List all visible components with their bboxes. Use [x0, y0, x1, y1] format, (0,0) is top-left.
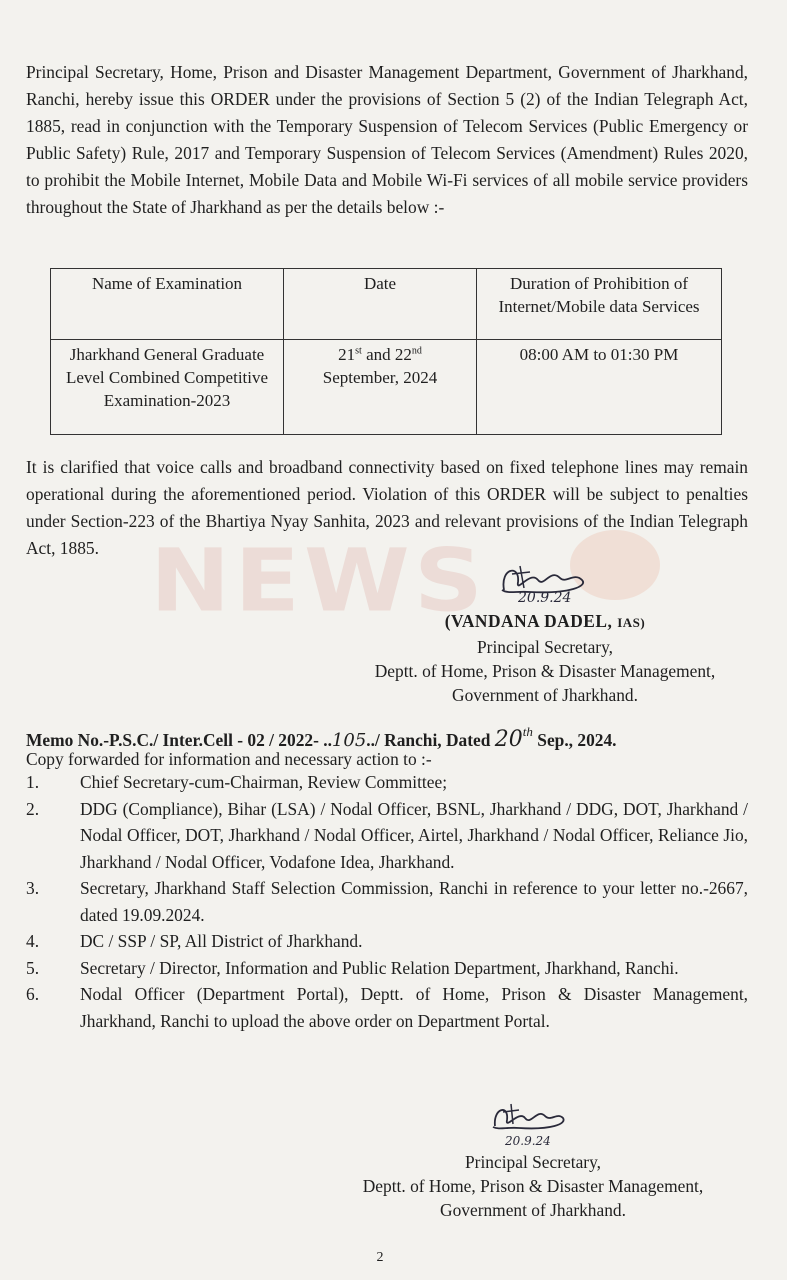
list-item — [26, 796, 748, 876]
list-item — [26, 928, 748, 955]
memo-prefix: Memo No.-P.S.C./ Inter.Cell - 02 / 2022- .. — [26, 730, 332, 750]
list-item-text: Secretary / Director, Information and Public Relation Department, Jharkhand, Ranchi. — [80, 957, 679, 978]
closing-designation: Principal Secretary, — [464, 1152, 601, 1172]
list-item — [26, 769, 748, 796]
list-item — [26, 955, 748, 982]
closing-department: Deptt. of Home, Prison & Disaster Management, — [362, 1176, 704, 1196]
list-item — [26, 981, 748, 1034]
header-exam-name: Name of Examination — [51, 269, 284, 340]
page-number: 2 — [376, 1250, 384, 1265]
list-item-number: 2. — [26, 798, 40, 819]
memo-day-handwritten: 20 — [494, 727, 523, 752]
date-month: September, 2024 — [322, 368, 438, 387]
signature-date: 20.9.24 — [518, 590, 572, 606]
cell-exam-name: Jharkhand General Graduate Level Combined Competitive Examination-2023 — [51, 340, 284, 435]
memo-mid: ../ Ranchi, Dated — [366, 730, 495, 750]
signatory-name — [310, 609, 780, 635]
list-item-number: 3. — [26, 878, 40, 898]
copy-forwarded-line: Copy forwarded for information and necessary action to :- — [26, 749, 432, 769]
clarification-paragraph: It is clarified that voice calls and broadband connectivity based on fixed telephone lines may remain operational during the aforementioned period. Violation of this ORDER will be subject to penalties under Section-223 of the Bhartiya Nyay Sanhita, 2023 and relevant provisions of the Indian Telegraph Act, 1885. — [26, 457, 748, 558]
list-item — [26, 875, 748, 928]
table-row — [51, 340, 722, 435]
closing-signature-date: 20.9.24 — [505, 1134, 551, 1148]
table-header-row — [51, 269, 722, 340]
date-and: and — [361, 345, 395, 364]
list-item-text: Secretary, Jharkhand Staff Selection Commission, Ranchi in reference to your letter no.-2667, dated 19.09.2024. — [80, 878, 748, 925]
examination-table — [50, 268, 722, 435]
list-item-number: 4. — [26, 931, 40, 951]
signatory-ias-suffix: IAS) — [617, 615, 646, 630]
memo-day-suffix: th — [522, 724, 533, 739]
closing-signatory-block — [318, 1150, 748, 1222]
list-item-text: DDG (Compliance), Bihar (LSA) / Nodal Officer, BSNL, Jharkhand / DDG, DOT, Jharkhand / Nodal Officer, DOT, Jharkhand / Nodal Officer, Airtel, Jharkhand / Nodal Officer, Reliance Jio, Jharkhand / Nodal Officer, Vodafone Idea, Jharkhand. — [80, 798, 748, 872]
memo-number-handwritten: 105 — [331, 730, 367, 751]
date-day1: 21 — [338, 345, 356, 364]
signatory-designation: Principal Secretary, — [476, 637, 613, 657]
list-item-text: Chief Secretary-cum-Chairman, Review Committee; — [80, 772, 448, 792]
date-day2-suffix: nd — [411, 345, 422, 357]
list-item-number: 1. — [26, 772, 40, 792]
recipients-list — [26, 769, 748, 1034]
watermark-text: NEWS — [150, 530, 487, 632]
list-item-number: 6. — [26, 984, 40, 1004]
list-item-text: DC / SSP / SP, All District of Jharkhand. — [80, 931, 363, 951]
signatory-government: Government of Jharkhand. — [452, 685, 638, 705]
signatory-name-text: (VANDANA DADEL, — [444, 611, 613, 631]
list-item-number: 5. — [26, 957, 40, 978]
handwritten-signature-closing — [485, 1100, 575, 1155]
signatory-block — [310, 609, 780, 707]
signatory-department: Deptt. of Home, Prison & Disaster Management, — [374, 661, 716, 681]
cell-duration: 08:00 AM to 01:30 PM — [477, 340, 722, 435]
closing-government: Government of Jharkhand. — [440, 1200, 626, 1220]
header-duration: Duration of Prohibition of Internet/Mobile data Services — [477, 269, 722, 340]
date-day1-suffix: st — [355, 345, 362, 357]
cell-date — [284, 340, 477, 435]
list-item-text: Nodal Officer (Department Portal), Deptt. of Home, Prison & Disaster Management, Jharkhand, Ranchi to upload the above order on Department Portal. — [80, 984, 748, 1031]
memo-suffix: Sep., 2024. — [532, 730, 617, 750]
order-intro-paragraph: Principal Secretary, Home, Prison and Disaster Management Department, Government of Jharkhand, Ranchi, hereby issue this ORDER under the provisions of Section 5 (2) of the Indian Telegraph Act, 1885, read in conjunction with the Temporary Suspension of Telecom Services (Public Emergency or Public Safety) Rule, 2017 and Temporary Suspension of Telecom Services (Amendment) Rules 2020, to prohibit the Mobile Internet, Mobile Data and Mobile Wi-Fi services of all mobile service providers throughout the State of Jharkhand as per the details below :- — [26, 62, 748, 217]
date-day2: 22 — [394, 345, 412, 364]
header-date: Date — [284, 269, 477, 340]
